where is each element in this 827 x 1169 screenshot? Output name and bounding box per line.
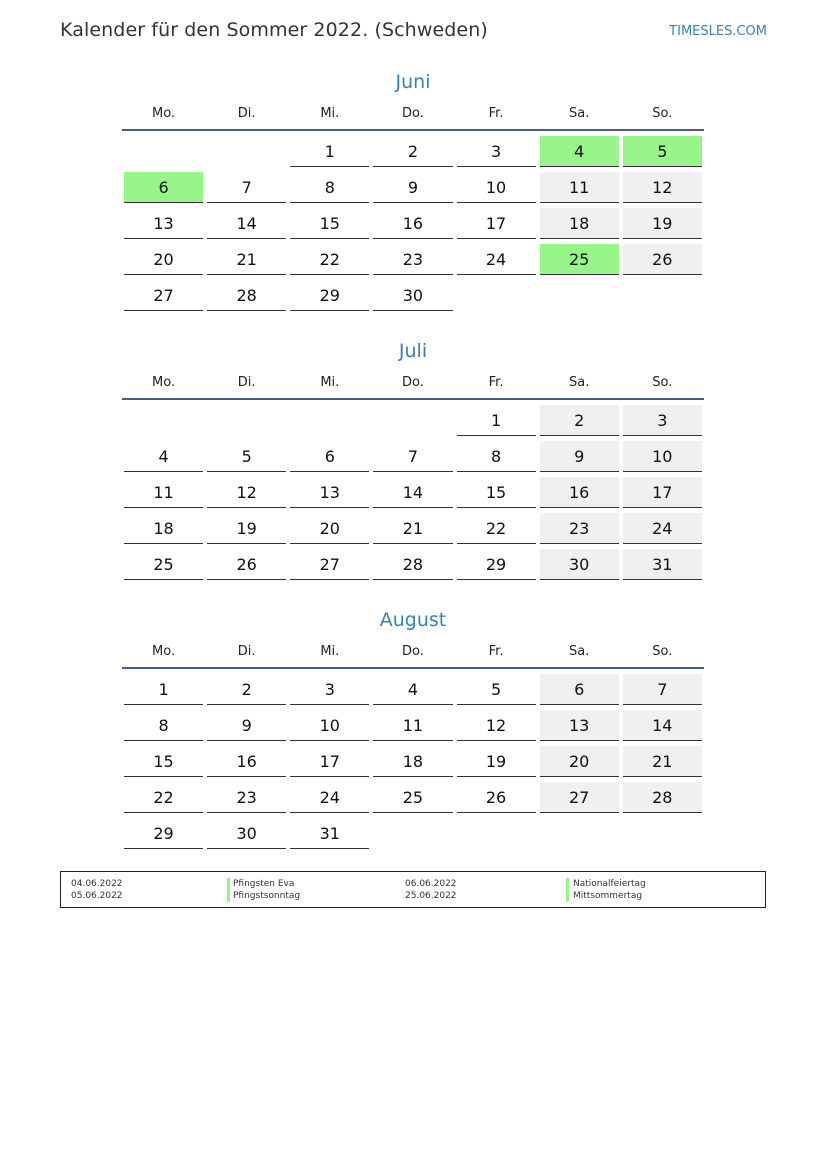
month-name: Juni	[395, 71, 431, 93]
weekday-label: Sa.	[569, 644, 590, 659]
day-cell	[288, 136, 371, 172]
day-cell	[122, 441, 205, 477]
weekday-label: So.	[652, 644, 673, 659]
day-cell	[621, 782, 704, 818]
site-link[interactable]: TIMESLES.COM	[669, 24, 767, 39]
empty-day	[373, 405, 452, 436]
day-cell	[621, 477, 704, 513]
day-cell	[122, 746, 205, 782]
weekday-label: Sa.	[569, 375, 590, 390]
day-cell	[621, 405, 704, 441]
day-number: 3	[457, 136, 536, 167]
day-number: 23	[540, 513, 619, 544]
day-cell	[288, 172, 371, 208]
day-cell	[371, 746, 454, 782]
day-cell	[455, 513, 538, 549]
weekday-label: Mi.	[320, 375, 340, 390]
day-number: 24	[623, 513, 702, 544]
day-cell	[205, 441, 288, 477]
day-cell	[122, 674, 205, 710]
day-number: 28	[373, 549, 452, 580]
day-cell	[205, 208, 288, 244]
day-number: 15	[457, 477, 536, 508]
legend-holiday-name: Mittsommertag	[573, 891, 643, 901]
day-cell	[205, 244, 288, 280]
week-row	[122, 477, 704, 513]
day-number: 26	[207, 549, 286, 580]
weekday-label: Do.	[402, 644, 424, 659]
day-number: 8	[124, 710, 203, 741]
month-calendar	[122, 608, 704, 854]
legend-dates-left	[71, 878, 123, 902]
day-number: 29	[457, 549, 536, 580]
day-number: 5	[207, 441, 286, 472]
day-cell	[621, 746, 704, 782]
day-number: 4	[540, 136, 619, 167]
day-cell	[205, 746, 288, 782]
day-number: 21	[623, 746, 702, 777]
day-number: 18	[124, 513, 203, 544]
day-number: 14	[373, 477, 452, 508]
day-number: 16	[207, 746, 286, 777]
day-cell	[455, 818, 538, 854]
day-number: 20	[124, 244, 203, 275]
day-number: 16	[540, 477, 619, 508]
day-number: 22	[457, 513, 536, 544]
day-number: 12	[623, 172, 702, 203]
month-name: August	[379, 609, 447, 631]
day-cell	[455, 746, 538, 782]
day-number: 11	[373, 710, 452, 741]
day-number: 12	[207, 477, 286, 508]
day-number: 27	[290, 549, 369, 580]
weekday-label: Di.	[237, 644, 256, 659]
day-cell	[122, 136, 205, 172]
weekday-label: So.	[652, 106, 673, 121]
day-cell	[371, 782, 454, 818]
day-cell	[288, 549, 371, 585]
month-name: Juli	[398, 340, 428, 362]
day-cell	[538, 244, 621, 280]
day-cell	[371, 405, 454, 441]
day-number: 14	[623, 710, 702, 741]
day-number: 14	[207, 208, 286, 239]
day-cell	[371, 674, 454, 710]
day-cell	[205, 136, 288, 172]
day-number: 30	[540, 549, 619, 580]
day-number: 25	[373, 782, 452, 813]
day-number: 25	[540, 244, 619, 275]
day-number: 31	[623, 549, 702, 580]
month-calendar	[122, 339, 704, 585]
day-number: 19	[207, 513, 286, 544]
legend-names-left	[233, 878, 300, 902]
legend-date: 05.06.2022	[71, 891, 123, 901]
day-number: 27	[540, 782, 619, 813]
day-cell	[122, 818, 205, 854]
day-cell	[205, 710, 288, 746]
day-cell	[122, 477, 205, 513]
day-cell	[371, 280, 454, 316]
day-number: 10	[290, 710, 369, 741]
day-number: 2	[373, 136, 452, 167]
day-number: 27	[124, 280, 203, 311]
day-number: 12	[457, 710, 536, 741]
day-number: 26	[623, 244, 702, 275]
day-cell	[288, 674, 371, 710]
day-cell	[371, 172, 454, 208]
day-cell	[455, 208, 538, 244]
day-cell	[205, 549, 288, 585]
week-row	[122, 172, 704, 208]
day-cell	[122, 172, 205, 208]
day-number: 24	[290, 782, 369, 813]
day-cell	[288, 782, 371, 818]
week-row	[122, 549, 704, 585]
day-number: 29	[290, 280, 369, 311]
day-number: 21	[373, 513, 452, 544]
day-number: 15	[290, 208, 369, 239]
day-cell	[455, 549, 538, 585]
week-row	[122, 441, 704, 477]
week-row	[122, 208, 704, 244]
day-number: 8	[290, 172, 369, 203]
day-cell	[122, 710, 205, 746]
week-row	[122, 710, 704, 746]
empty-day	[207, 136, 286, 167]
day-cell	[371, 710, 454, 746]
empty-day	[290, 405, 369, 436]
day-number: 15	[124, 746, 203, 777]
day-cell	[538, 549, 621, 585]
legend-color-bar	[227, 878, 230, 902]
day-cell	[621, 136, 704, 172]
day-cell	[288, 513, 371, 549]
weekday-label: Mi.	[320, 106, 340, 121]
legend-holiday-name: Pfingstsonntag	[233, 891, 301, 901]
day-cell	[288, 477, 371, 513]
day-cell	[455, 441, 538, 477]
weeks-grid	[122, 674, 704, 854]
day-number: 1	[124, 674, 203, 705]
day-cell	[122, 405, 205, 441]
weekday-label: Di.	[237, 106, 256, 121]
empty-day	[457, 818, 536, 849]
day-cell	[455, 244, 538, 280]
day-cell	[621, 818, 704, 854]
day-number: 26	[457, 782, 536, 813]
day-number: 5	[457, 674, 536, 705]
day-number: 18	[540, 208, 619, 239]
week-row	[122, 405, 704, 441]
day-number: 21	[207, 244, 286, 275]
day-cell	[455, 710, 538, 746]
day-cell	[455, 172, 538, 208]
day-number: 1	[457, 405, 536, 436]
empty-day	[623, 818, 702, 849]
day-number: 25	[124, 549, 203, 580]
day-number: 5	[623, 136, 702, 167]
day-cell	[122, 549, 205, 585]
day-cell	[621, 244, 704, 280]
weekday-header	[122, 105, 704, 131]
day-cell	[371, 513, 454, 549]
legend-dates-right	[405, 878, 457, 902]
empty-day	[373, 818, 452, 849]
day-cell	[538, 441, 621, 477]
legend-names-right	[573, 878, 646, 902]
day-cell	[538, 782, 621, 818]
day-cell	[371, 549, 454, 585]
day-number: 6	[124, 172, 203, 203]
week-row	[122, 244, 704, 280]
day-number: 10	[623, 441, 702, 472]
day-number: 13	[540, 710, 619, 741]
day-cell	[205, 172, 288, 208]
empty-day	[124, 405, 203, 436]
day-number: 9	[373, 172, 452, 203]
day-cell	[455, 782, 538, 818]
day-cell	[205, 280, 288, 316]
day-number: 16	[373, 208, 452, 239]
day-cell	[122, 280, 205, 316]
day-cell	[621, 441, 704, 477]
day-number: 22	[124, 782, 203, 813]
legend-holiday-name: Pfingsten Eva	[233, 879, 295, 889]
day-cell	[288, 710, 371, 746]
weekday-label: Mo.	[152, 106, 176, 121]
empty-day	[207, 405, 286, 436]
day-cell	[538, 136, 621, 172]
day-cell	[538, 674, 621, 710]
day-cell	[371, 477, 454, 513]
day-cell	[538, 405, 621, 441]
week-row	[122, 513, 704, 549]
weekday-label: Fr.	[488, 644, 504, 659]
day-cell	[621, 513, 704, 549]
day-cell	[455, 405, 538, 441]
day-number: 17	[623, 477, 702, 508]
day-number: 3	[290, 674, 369, 705]
day-number: 31	[290, 818, 369, 849]
day-cell	[538, 477, 621, 513]
day-cell	[455, 477, 538, 513]
day-cell	[288, 405, 371, 441]
day-number: 11	[124, 477, 203, 508]
day-number: 28	[623, 782, 702, 813]
empty-day	[457, 280, 536, 311]
day-number: 29	[124, 818, 203, 849]
day-number: 9	[207, 710, 286, 741]
day-number: 6	[540, 674, 619, 705]
weeks-grid	[122, 405, 704, 585]
day-cell	[538, 746, 621, 782]
day-cell	[205, 405, 288, 441]
empty-day	[540, 280, 619, 311]
day-number: 19	[457, 746, 536, 777]
day-cell	[122, 782, 205, 818]
day-number: 17	[290, 746, 369, 777]
week-row	[122, 280, 704, 316]
day-number: 1	[290, 136, 369, 167]
day-cell	[538, 208, 621, 244]
day-cell	[205, 513, 288, 549]
day-number: 3	[623, 405, 702, 436]
day-cell	[621, 710, 704, 746]
weekday-label: Do.	[402, 106, 424, 121]
day-number: 23	[207, 782, 286, 813]
day-cell	[538, 818, 621, 854]
day-cell	[205, 477, 288, 513]
weekday-label: Mo.	[152, 644, 176, 659]
legend-date: 04.06.2022	[71, 879, 123, 889]
day-number: 10	[457, 172, 536, 203]
day-cell	[371, 136, 454, 172]
weekday-label: Fr.	[488, 375, 504, 390]
week-row	[122, 746, 704, 782]
day-number: 22	[290, 244, 369, 275]
day-cell	[538, 513, 621, 549]
holiday-legend	[60, 871, 766, 908]
legend-color-bar	[566, 878, 569, 902]
day-cell	[538, 172, 621, 208]
day-cell	[122, 244, 205, 280]
day-cell	[621, 674, 704, 710]
weekday-label: Do.	[402, 375, 424, 390]
day-cell	[122, 208, 205, 244]
weeks-grid	[122, 136, 704, 316]
day-cell	[621, 549, 704, 585]
day-number: 18	[373, 746, 452, 777]
day-number: 20	[290, 513, 369, 544]
day-cell	[122, 513, 205, 549]
page-title: Kalender für den Sommer 2022. (Schweden)	[60, 19, 488, 41]
day-number: 24	[457, 244, 536, 275]
empty-day	[124, 136, 203, 167]
day-cell	[371, 244, 454, 280]
day-number: 7	[373, 441, 452, 472]
day-cell	[621, 172, 704, 208]
day-number: 2	[540, 405, 619, 436]
empty-day	[623, 280, 702, 311]
week-row	[122, 674, 704, 710]
day-number: 2	[207, 674, 286, 705]
day-cell	[371, 208, 454, 244]
day-number: 30	[373, 280, 452, 311]
day-number: 6	[290, 441, 369, 472]
day-number: 28	[207, 280, 286, 311]
legend-date: 25.06.2022	[405, 891, 457, 901]
day-cell	[288, 441, 371, 477]
day-cell	[205, 782, 288, 818]
day-cell	[288, 280, 371, 316]
day-number: 4	[373, 674, 452, 705]
day-cell	[371, 441, 454, 477]
day-cell	[288, 244, 371, 280]
weekday-header	[122, 374, 704, 400]
day-cell	[538, 280, 621, 316]
month-calendar	[122, 70, 704, 316]
day-cell	[371, 818, 454, 854]
weekday-header	[122, 643, 704, 669]
day-cell	[455, 674, 538, 710]
day-number: 7	[623, 674, 702, 705]
week-row	[122, 782, 704, 818]
day-number: 13	[124, 208, 203, 239]
empty-day	[540, 818, 619, 849]
day-number: 7	[207, 172, 286, 203]
day-cell	[538, 710, 621, 746]
day-cell	[288, 818, 371, 854]
weekday-label: Sa.	[569, 106, 590, 121]
day-cell	[288, 746, 371, 782]
day-number: 11	[540, 172, 619, 203]
day-number: 9	[540, 441, 619, 472]
day-cell	[205, 818, 288, 854]
day-cell	[621, 208, 704, 244]
day-cell	[205, 674, 288, 710]
week-row	[122, 818, 704, 854]
weekday-label: Di.	[237, 375, 256, 390]
day-number: 19	[623, 208, 702, 239]
weekday-label: Fr.	[488, 106, 504, 121]
legend-holiday-name: Nationalfeiertag	[573, 879, 646, 889]
day-cell	[455, 280, 538, 316]
day-number: 13	[290, 477, 369, 508]
legend-date: 06.06.2022	[405, 879, 457, 889]
day-number: 8	[457, 441, 536, 472]
weekday-label: Mi.	[320, 644, 340, 659]
weekday-label: Mo.	[152, 375, 176, 390]
day-number: 4	[124, 441, 203, 472]
day-number: 17	[457, 208, 536, 239]
day-number: 23	[373, 244, 452, 275]
day-number: 20	[540, 746, 619, 777]
day-cell	[455, 136, 538, 172]
weekday-label: So.	[652, 375, 673, 390]
day-number: 30	[207, 818, 286, 849]
week-row	[122, 136, 704, 172]
day-cell	[288, 208, 371, 244]
day-cell	[621, 280, 704, 316]
